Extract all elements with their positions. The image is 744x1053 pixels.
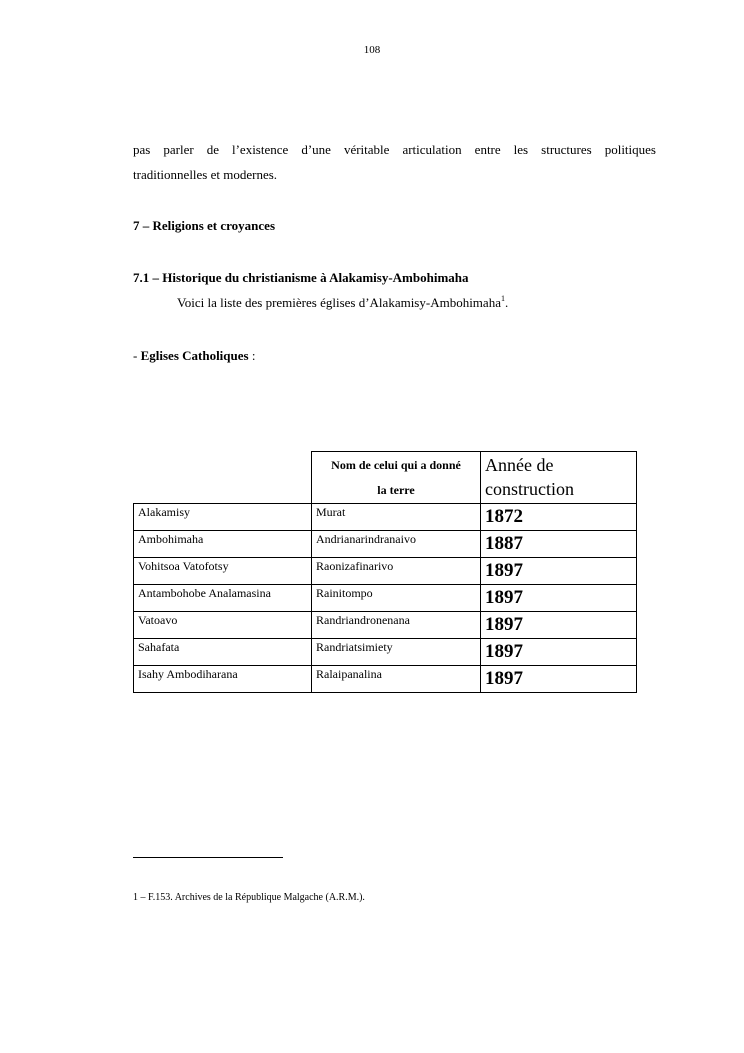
cell-year: 1897 — [481, 666, 637, 693]
subsection-heading: 7.1 – Historique du christianisme à Alakamisy-Ambohimaha — [133, 270, 469, 285]
intro-sentence-text: Voici la liste des premières églises d’Alakamisy-Ambohimaha — [177, 295, 501, 310]
table-row — [134, 666, 637, 693]
cell-year: 1897 — [481, 612, 637, 639]
cell-donor: Andrianarindranaivo — [312, 531, 481, 558]
cell-place: Isahy Ambodiharana — [134, 666, 312, 693]
table-header-row — [134, 452, 637, 504]
section-heading: 7 – Religions et croyances — [133, 218, 276, 233]
paragraph-line: traditionnelles et modernes. — [133, 167, 278, 182]
intro-paragraph — [133, 137, 656, 187]
cell-year: 1872 — [481, 504, 637, 531]
cell-donor: Raonizafinarivo — [312, 558, 481, 585]
intro-sentence — [177, 295, 508, 311]
cell-place: Ambohimaha — [134, 531, 312, 558]
header-year-line1: Année de — [485, 455, 554, 475]
cell-year: 1897 — [481, 558, 637, 585]
list-label — [133, 348, 255, 364]
list-label-bold: Eglises Catholiques — [140, 348, 249, 363]
cell-donor: Rainitompo — [312, 585, 481, 612]
header-donor-line1: Nom de celui qui a donné — [331, 458, 461, 472]
header-year-line2: construction — [485, 479, 574, 499]
table-row — [134, 639, 637, 666]
header-year — [481, 452, 637, 504]
list-label-suffix: : — [248, 348, 256, 363]
footnote: 1 – F.153. Archives de la République Malgache (A.R.M.). — [133, 892, 365, 903]
page-number: 108 — [363, 44, 381, 56]
header-donor — [312, 452, 481, 504]
table-row — [134, 531, 637, 558]
cell-year: 1897 — [481, 639, 637, 666]
cell-year: 1887 — [481, 531, 637, 558]
cell-place: Vohitsoa Vatofotsy — [134, 558, 312, 585]
table-row — [134, 558, 637, 585]
header-empty-cell — [134, 452, 312, 504]
footnote-reference: 1 — [500, 294, 505, 303]
cell-donor: Murat — [312, 504, 481, 531]
footnote-separator — [133, 857, 283, 858]
header-donor-line2: la terre — [377, 483, 415, 497]
cell-donor: Randriandronenana — [312, 612, 481, 639]
cell-year: 1897 — [481, 585, 637, 612]
cell-donor: Randriatsimiety — [312, 639, 481, 666]
cell-place: Alakamisy — [134, 504, 312, 531]
table-row — [134, 612, 637, 639]
table-row — [134, 585, 637, 612]
cell-place: Sahafata — [134, 639, 312, 666]
paragraph-line: pas parler de l’existence d’une véritable articulation entre les structures politiques — [133, 142, 656, 157]
cell-place: Vatoavo — [134, 612, 312, 639]
cell-place: Antambohobe Analamasina — [134, 585, 312, 612]
list-label-prefix: - — [133, 348, 141, 363]
intro-sentence-end: . — [504, 295, 509, 310]
churches-table — [133, 451, 637, 693]
table-row — [134, 504, 637, 531]
cell-donor: Ralaipanalina — [312, 666, 481, 693]
